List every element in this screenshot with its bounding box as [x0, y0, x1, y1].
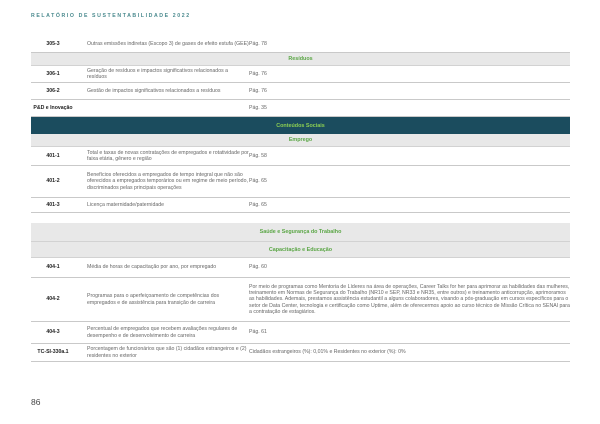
indicator-code: 404-3 — [46, 329, 60, 336]
indicator-code: TC-SI-330a.1 — [37, 349, 69, 356]
indicator-reference: Pág. 58 — [249, 152, 267, 159]
indicator-reference: Pág. 65 — [249, 201, 267, 208]
indicator-reference: Pág. 35 — [249, 104, 267, 111]
gri-index-table — [31, 36, 570, 362]
section-heading: Emprego — [31, 134, 570, 147]
indicator-description: Outras emissões indiretas (Escopo 3) de gases de efeito estufa (GEE) — [87, 40, 249, 47]
section-heading: Capacitação e Educação — [31, 242, 570, 258]
indicator-code: 401-2 — [46, 178, 60, 185]
indicator-code: 305-3 — [46, 40, 60, 47]
indicator-description: Média de horas de capacitação por ano, por empregado — [87, 264, 217, 271]
table-row — [31, 100, 570, 117]
indicator-code: 306-2 — [46, 87, 60, 94]
indicator-reference: Pág. 60 — [249, 264, 267, 271]
category-heading: Conteúdos Sociais — [31, 117, 570, 134]
indicator-code: 306-1 — [46, 70, 60, 77]
indicator-description: Programas para o aperfeiçoamento de competências dos empregados e de assistência para transição de carreira — [87, 293, 220, 306]
table-row — [31, 198, 570, 213]
indicator-reference: Cidadãos estrangeiros (%): 0,01% e Residentes no exterior (%): 0% — [249, 349, 406, 356]
table-row — [31, 258, 570, 278]
table-row — [31, 36, 570, 53]
indicator-description: Percentual de empregados que recebem avaliações regulares de desempenho e de desenvolvimento de carreira — [87, 326, 238, 339]
indicator-code: 404-2 — [46, 296, 60, 303]
section-heading: Saúde e Segurança do Trabalho — [31, 223, 570, 242]
table-row — [31, 278, 570, 322]
table-gap — [31, 213, 570, 223]
indicator-code: P&D e Inovação — [33, 104, 73, 111]
indicator-reference: Pág. 76 — [249, 87, 267, 94]
indicator-description: Total e taxas de novas contratações de empregados e rotatividade por faixa etária, gênero e região — [87, 149, 249, 162]
indicator-code: 401-1 — [46, 152, 60, 159]
table-row — [31, 166, 570, 198]
table-row — [31, 66, 570, 83]
indicator-reference: Pág. 61 — [249, 329, 267, 336]
indicator-code: 404-1 — [46, 264, 60, 271]
table-row — [31, 322, 570, 344]
page-number: 86 — [31, 397, 41, 407]
indicator-description: Benefícios oferecidos a empregados de tempo integral que não são oferecidos a empregados temporários ou em regime de meio período, discriminados pelas principais operações — [87, 172, 248, 191]
indicator-code: 401-3 — [46, 201, 60, 208]
indicator-description: Porcentagem de funcionários que são (1) cidadãos estrangeiros e (2) residentes no exterior — [87, 346, 247, 359]
table-row — [31, 344, 570, 362]
indicator-description: Gestão de impactos significativos relacionados a resíduos — [87, 87, 221, 94]
indicator-description: Licença maternidade/paternidade — [87, 201, 165, 208]
report-header: RELATÓRIO DE SUSTENTABILIDADE 2022 — [31, 13, 191, 19]
section-heading: Resíduos — [31, 53, 570, 66]
indicator-reference: Por meio de programas como Mentoria de Líderes na área de operações, Career Talks for her para aprimorar as habilidades das mulheres, treinamento em Normas de Segurança do Trabalho (NR10 e SEP, NR33 e NR35, entre outros) e treinamento anticorrupção, aprimoramos as habilidades. Ademais, prestamos assistência estudantil a alguns colaboradores, visando a pós-graduação em cursos específicos para o setor de Data Center, tecnologia e certificação como Uptime, além de oferecermos apoio ao curso técnico de Missão Crítica no SENAI para a contratação de estagiários. — [249, 283, 570, 315]
indicator-reference: Pág. 76 — [249, 70, 267, 77]
table-row — [31, 83, 570, 100]
table-row — [31, 147, 570, 166]
indicator-reference: Pág. 65 — [249, 178, 267, 185]
indicator-reference: Pág. 78 — [249, 40, 267, 47]
indicator-description: Geração de resíduos e impactos significativos relacionados a resíduos — [87, 67, 229, 80]
